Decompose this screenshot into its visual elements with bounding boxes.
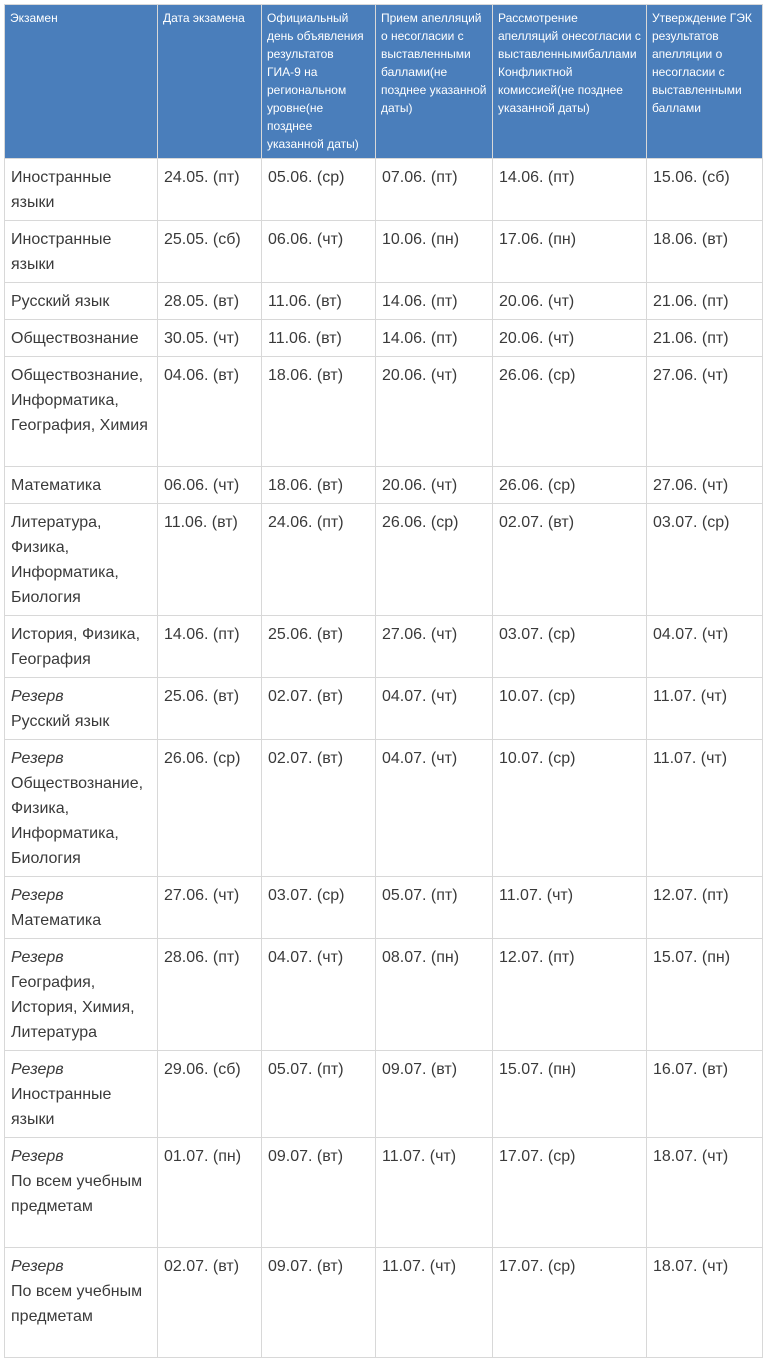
appeal-review-cell: 17.06. (пн) <box>493 221 647 283</box>
appeal-accept-cell: 14.06. (пт) <box>376 283 493 320</box>
appeal-review-cell: 17.07. (ср) <box>493 1248 647 1358</box>
appeal-review-cell: 20.06. (чт) <box>493 320 647 357</box>
header-exam-date: Дата экзамена <box>158 5 262 159</box>
results-date-cell: 18.06. (вт) <box>262 357 376 467</box>
appeal-review-cell: 14.06. (пт) <box>493 159 647 221</box>
table-row <box>5 357 763 467</box>
appeal-review-cell: 12.07. (пт) <box>493 939 647 1051</box>
appeal-accept-cell: 08.07. (пн) <box>376 939 493 1051</box>
exam-cell <box>5 283 158 320</box>
appeal-review-cell: 11.07. (чт) <box>493 877 647 939</box>
results-date-cell: 09.07. (вт) <box>262 1138 376 1248</box>
exam-date-cell: 06.06. (чт) <box>158 467 262 504</box>
appeal-accept-cell: 26.06. (ср) <box>376 504 493 616</box>
exam-subject: Иностранные языки <box>11 231 112 273</box>
reserve-label: Резерв <box>11 1148 64 1165</box>
gek-approval-cell: 21.06. (пт) <box>647 320 763 357</box>
appeal-review-cell: 02.07. (вт) <box>493 504 647 616</box>
header-row <box>5 5 763 159</box>
reserve-label: Резерв <box>11 1061 64 1078</box>
exam-cell <box>5 504 158 616</box>
exam-subject: По всем учебным предметам <box>11 1283 143 1325</box>
appeal-accept-cell: 14.06. (пт) <box>376 320 493 357</box>
exam-date-cell: 28.05. (вт) <box>158 283 262 320</box>
appeal-accept-cell: 20.06. (чт) <box>376 357 493 467</box>
table-row <box>5 939 763 1051</box>
exam-cell <box>5 939 158 1051</box>
results-date-cell: 09.07. (вт) <box>262 1248 376 1358</box>
appeal-accept-cell: 07.06. (пт) <box>376 159 493 221</box>
exam-cell <box>5 1138 158 1248</box>
gek-approval-cell: 11.07. (чт) <box>647 740 763 877</box>
exam-cell <box>5 1248 158 1358</box>
exam-date-cell: 14.06. (пт) <box>158 616 262 678</box>
results-date-cell: 05.06. (ср) <box>262 159 376 221</box>
gek-approval-cell: 18.06. (вт) <box>647 221 763 283</box>
results-date-cell: 11.06. (вт) <box>262 320 376 357</box>
results-date-cell: 03.07. (ср) <box>262 877 376 939</box>
exam-date-cell: 25.05. (сб) <box>158 221 262 283</box>
appeal-review-cell: 26.06. (ср) <box>493 357 647 467</box>
exam-date-cell: 26.06. (ср) <box>158 740 262 877</box>
table-row <box>5 616 763 678</box>
gek-approval-cell: 12.07. (пт) <box>647 877 763 939</box>
exam-date-cell: 11.06. (вт) <box>158 504 262 616</box>
gek-approval-cell: 15.07. (пн) <box>647 939 763 1051</box>
results-date-cell: 02.07. (вт) <box>262 678 376 740</box>
exam-subject: Литература, Физика, Информатика, Биология <box>11 514 119 606</box>
appeal-accept-cell: 11.07. (чт) <box>376 1248 493 1358</box>
exam-subject: Иностранные языки <box>11 169 112 211</box>
gek-approval-cell: 16.07. (вт) <box>647 1051 763 1138</box>
exam-date-cell: 27.06. (чт) <box>158 877 262 939</box>
results-date-cell: 25.06. (вт) <box>262 616 376 678</box>
gek-approval-cell: 03.07. (ср) <box>647 504 763 616</box>
exam-subject: По всем учебным предметам <box>11 1173 143 1215</box>
appeal-accept-cell: 20.06. (чт) <box>376 467 493 504</box>
exam-date-cell: 24.05. (пт) <box>158 159 262 221</box>
gek-approval-cell: 27.06. (чт) <box>647 357 763 467</box>
table-row <box>5 221 763 283</box>
appeal-review-cell: 10.07. (ср) <box>493 740 647 877</box>
gek-approval-cell: 11.07. (чт) <box>647 678 763 740</box>
results-date-cell: 18.06. (вт) <box>262 467 376 504</box>
exam-cell <box>5 678 158 740</box>
appeal-accept-cell: 05.07. (пт) <box>376 877 493 939</box>
table-row <box>5 1248 763 1358</box>
exam-date-cell: 01.07. (пн) <box>158 1138 262 1248</box>
results-date-cell: 05.07. (пт) <box>262 1051 376 1138</box>
exam-subject: Русский язык <box>11 293 110 310</box>
table-row <box>5 1138 763 1248</box>
exam-cell <box>5 616 158 678</box>
table-row <box>5 467 763 504</box>
exam-cell <box>5 159 158 221</box>
exam-cell <box>5 467 158 504</box>
exam-subject: Математика <box>11 477 102 494</box>
gek-approval-cell: 04.07. (чт) <box>647 616 763 678</box>
results-date-cell: 02.07. (вт) <box>262 740 376 877</box>
reserve-label: Резерв <box>11 887 64 904</box>
table-row <box>5 320 763 357</box>
reserve-label: Резерв <box>11 949 64 966</box>
gek-approval-cell: 27.06. (чт) <box>647 467 763 504</box>
appeal-accept-cell: 09.07. (вт) <box>376 1051 493 1138</box>
header-appeal-review: Рассмотрение апелляций онесогласии с выставленнымибаллами Конфликтной комиссией(не позднее указанной даты) <box>493 5 647 159</box>
exam-date-cell: 29.06. (сб) <box>158 1051 262 1138</box>
exam-subject: Обществознание, Физика, Информатика, Биология <box>11 775 144 867</box>
results-date-cell: 04.07. (чт) <box>262 939 376 1051</box>
table-body <box>5 159 763 1358</box>
appeal-review-cell: 03.07. (ср) <box>493 616 647 678</box>
gek-approval-cell: 18.07. (чт) <box>647 1138 763 1248</box>
appeal-review-cell: 20.06. (чт) <box>493 283 647 320</box>
table-row <box>5 678 763 740</box>
exam-subject: Иностранные языки <box>11 1086 112 1128</box>
table-row <box>5 283 763 320</box>
exam-date-cell: 25.06. (вт) <box>158 678 262 740</box>
exam-schedule-table <box>4 4 763 1358</box>
header-results-date: Официальный день объявления результатов ГИА-9 на региональном уровне(не позднее указанной даты) <box>262 5 376 159</box>
table-row <box>5 740 763 877</box>
exam-subject: История, Физика, География <box>11 626 141 668</box>
gek-approval-cell: 15.06. (сб) <box>647 159 763 221</box>
gek-approval-cell: 21.06. (пт) <box>647 283 763 320</box>
exam-cell <box>5 877 158 939</box>
appeal-accept-cell: 10.06. (пн) <box>376 221 493 283</box>
header-gek-approval: Утверждение ГЭК результатов апелляции о несогласии с выставленными баллами <box>647 5 763 159</box>
exam-cell <box>5 1051 158 1138</box>
appeal-accept-cell: 04.07. (чт) <box>376 740 493 877</box>
appeal-review-cell: 10.07. (ср) <box>493 678 647 740</box>
exam-subject: Обществознание <box>11 330 139 347</box>
appeal-review-cell: 26.06. (ср) <box>493 467 647 504</box>
header-appeal-accept: Прием апелляций о несогласии с выставленными баллами(не позднее указанной даты) <box>376 5 493 159</box>
exam-subject: Математика <box>11 912 102 929</box>
reserve-label: Резерв <box>11 688 64 705</box>
gek-approval-cell: 18.07. (чт) <box>647 1248 763 1358</box>
appeal-accept-cell: 11.07. (чт) <box>376 1138 493 1248</box>
table-row <box>5 1051 763 1138</box>
exam-date-cell: 04.06. (вт) <box>158 357 262 467</box>
exam-date-cell: 02.07. (вт) <box>158 1248 262 1358</box>
table-row <box>5 159 763 221</box>
reserve-label: Резерв <box>11 1258 64 1275</box>
exam-cell <box>5 740 158 877</box>
exam-date-cell: 30.05. (чт) <box>158 320 262 357</box>
appeal-accept-cell: 04.07. (чт) <box>376 678 493 740</box>
results-date-cell: 24.06. (пт) <box>262 504 376 616</box>
table-row <box>5 504 763 616</box>
results-date-cell: 06.06. (чт) <box>262 221 376 283</box>
exam-cell <box>5 357 158 467</box>
header-exam: Экзамен <box>5 5 158 159</box>
reserve-label: Резерв <box>11 750 64 767</box>
exam-date-cell: 28.06. (пт) <box>158 939 262 1051</box>
exam-subject: Обществознание, Информатика, География, Химия <box>11 367 148 434</box>
results-date-cell: 11.06. (вт) <box>262 283 376 320</box>
appeal-accept-cell: 27.06. (чт) <box>376 616 493 678</box>
exam-subject: Русский язык <box>11 713 110 730</box>
table-row <box>5 877 763 939</box>
exam-cell <box>5 221 158 283</box>
appeal-review-cell: 15.07. (пн) <box>493 1051 647 1138</box>
exam-subject: География, История, Химия, Литература <box>11 974 135 1041</box>
exam-cell <box>5 320 158 357</box>
appeal-review-cell: 17.07. (ср) <box>493 1138 647 1248</box>
